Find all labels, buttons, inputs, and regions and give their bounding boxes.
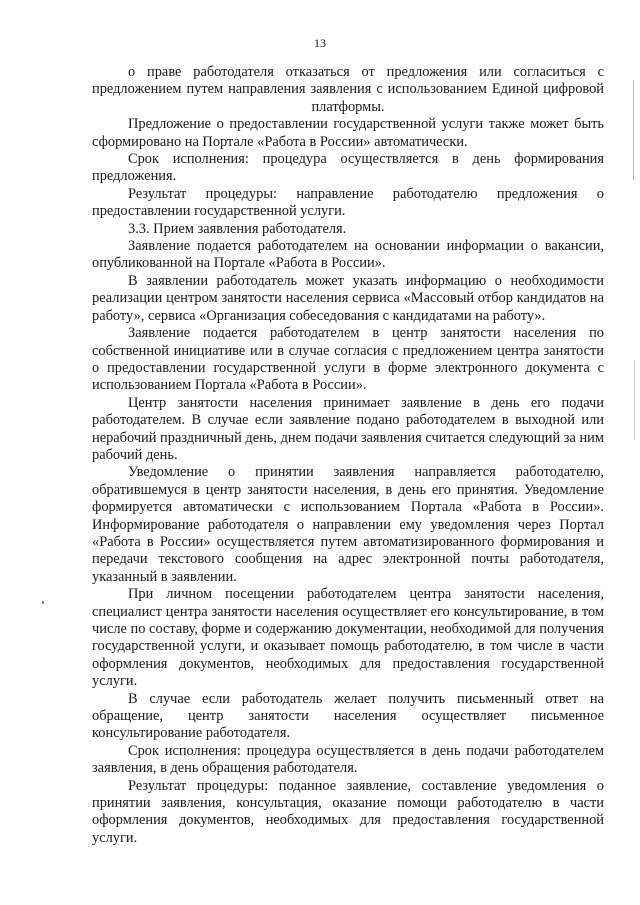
scan-artifact-right-1 [633, 80, 634, 180]
paragraph-14: Результат процедуры: поданное заявление, составление уведомления о принятии заявления, консультация, оказание помощи работодателю в части оформления документов, необходимых для предоставления государственной услуги. [92, 777, 604, 846]
section-heading-3-3: 3.3. Прием заявления работодателя. [128, 220, 347, 237]
page-number: 13 [314, 36, 326, 50]
paragraph-6: Заявление подается работодателем на основании информации о вакансии, опубликованной на Портале «Работа в России». [92, 238, 604, 272]
paragraph-1: о праве работодателя отказаться от предложения или согласиться с предложением путем направления заявления с использованием Единой цифровой платформы. [92, 64, 604, 115]
paragraph-2: Предложение о предоставлении государственной услуги также может быть сформировано на Портале «Работа в России» автоматически. [92, 116, 604, 150]
paragraph-12: В случае если работодатель желает получить письменный ответ на обращение, центр занятости населения осуществляет письменное консультирование работодателя. [92, 690, 604, 742]
paragraph-8: Заявление подается работодателем в центр занятости населения по собственной инициативе или в случае согласия с предложением центра занятости о предоставлении государственной услуги в форме электронного документа с использованием Портала «Работа в России». [92, 325, 604, 394]
paragraph-7: В заявлении работодатель может указать информацию о необходимости реализации центром занятости населения сервиса «Массовый отбор кандидатов на работу», сервиса «Организация собеседования с кандидатами на работу». [92, 272, 604, 324]
paragraph-9: Центр занятости населения принимает заявление в день его подачи работодателем. В случае если заявление подано работодателем в выходной или нерабочий праздничный день, днем подачи заявления считается следующий за ним рабочий день. [92, 394, 604, 463]
paragraph-4: Результат процедуры: направление работодателю предложения о предоставлении государственной услуги. [92, 185, 604, 220]
paragraph-3: Срок исполнения: процедура осуществляется в день формирования предложения. [92, 151, 604, 185]
scan-artifact-left [42, 601, 44, 604]
paragraph-10: Уведомление о принятии заявления направляется работодателю, обратившемуся в центр занятости населения, в день его принятия. Уведомление формируется автоматически с использованием Портала «Работа в России». Информирование работодателя о направлении ему уведомления через Портал «Работа в России» осуществляется путем автоматизированного формирования и передачи текстового сообщения на адрес электронной почты работодателя, указанный в заявлении. [92, 464, 604, 585]
scan-artifact-right-2 [634, 360, 635, 440]
paragraph-13: Срок исполнения: процедура осуществляется в день подачи работодателем заявления, в день обращения работодателя. [92, 742, 604, 777]
paragraph-11: При личном посещении работодателем центра занятости населения, специалист центра занятости населения осуществляет его консультирование, в том числе по составу, форме и содержанию документации, необходимой для получения государственной услуги, и оказывает помощь работодателю, в том числе в части оформления документов, необходимых для предоставления государственной услуги. [92, 586, 604, 690]
document-body [92, 64, 604, 847]
